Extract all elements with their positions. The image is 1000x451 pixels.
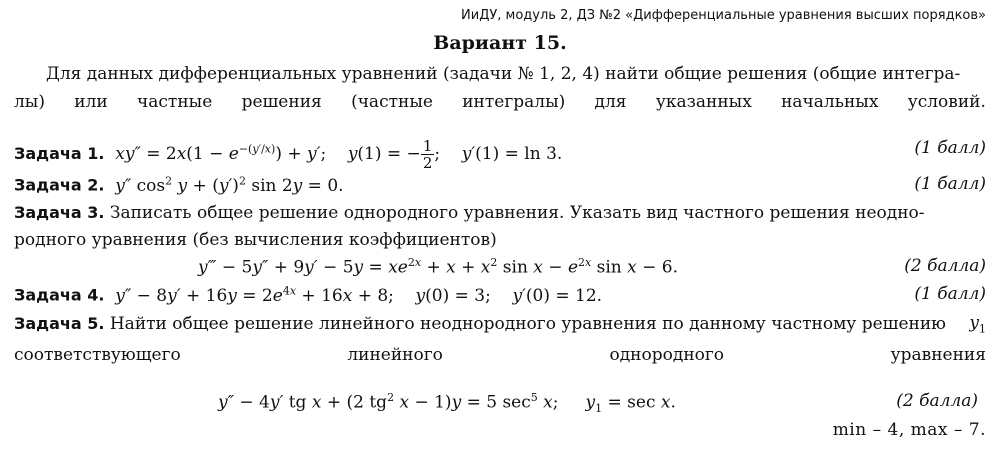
task-4-label: Задача 4.: [14, 285, 105, 305]
task-1-equation: $xy'' = 2x(1 - e^{-(y'/x)}) + y'$; y(1) = − $\frac{1}{2}$ ; y′(1) = ln 3.: [115, 137, 563, 172]
variant-title: Вариант 15.: [433, 32, 567, 54]
document-header: ИиДУ, модуль 2, ДЗ №2 «Дифференциальные уравнения высших порядков»: [461, 8, 986, 23]
task-4: [14, 284, 986, 306]
task-3-equation: y‴ − $5y'' + 9y' - 5y = xe^{2x} + x + x^2$ $\sin x - e^{2x}$ sin x − 6.: [198, 256, 679, 278]
task-5-equation: y″ − 4y′ tg x + (2 $tg^2$ x − 1)y = 5 $\sec^5 x$; $y_1 = \sec x$.: [218, 391, 676, 416]
task-2-score: (1 балл): [914, 174, 986, 194]
task-3: [14, 199, 986, 254]
task-5-label: Задача 5.: [14, 314, 105, 333]
task-1: [14, 138, 986, 171]
instructions-line-2: лы) или частные решения (частные интегралы) для указанных начальных условий.: [14, 92, 986, 112]
task-5-text-2: соответствующего линейного однородного уравнения: [14, 345, 986, 366]
task-4-score: (1 балл): [914, 284, 986, 304]
task-3-score: (2 балла): [904, 256, 986, 276]
instructions-line-1: Для данных дифференциальных уравнений (задачи № 1, 2, 4) найти общие решения (общие интегра-: [46, 64, 961, 84]
task-2-label: Задача 2.: [14, 175, 105, 195]
task-4-equation: $y'' - 8y' + 16y = 2e^{4x} + 16x + 8$; y(0) = 3; y′(0) = 12.: [115, 284, 603, 306]
score-range: min – 4, max – 7.: [832, 420, 986, 440]
task-3-text-1: Записать общее решение однородного уравнения. Указать вид частного решения неодно-: [109, 203, 925, 223]
instructions-paragraph: [14, 60, 986, 116]
task-1-score: (1 балл): [914, 138, 986, 158]
task-5-y1: $y_1$: [969, 313, 986, 336]
task-5-text-1: Найти общее решение линейного неоднородного уравнения по данному частному решению: [109, 314, 946, 334]
task-5-score: (2 балла): [896, 391, 978, 411]
task-3-text-2: родного уравнения (без вычисления коэффициентов): [14, 230, 497, 250]
task-2: [14, 174, 986, 196]
task-1-label: Задача 1.: [14, 144, 105, 163]
task-2-equation: y″ $\cos^2 y + (y')^2$ sin 2y = 0.: [115, 174, 344, 196]
task-5: [14, 310, 986, 369]
task-3-label: Задача 3.: [14, 203, 105, 222]
